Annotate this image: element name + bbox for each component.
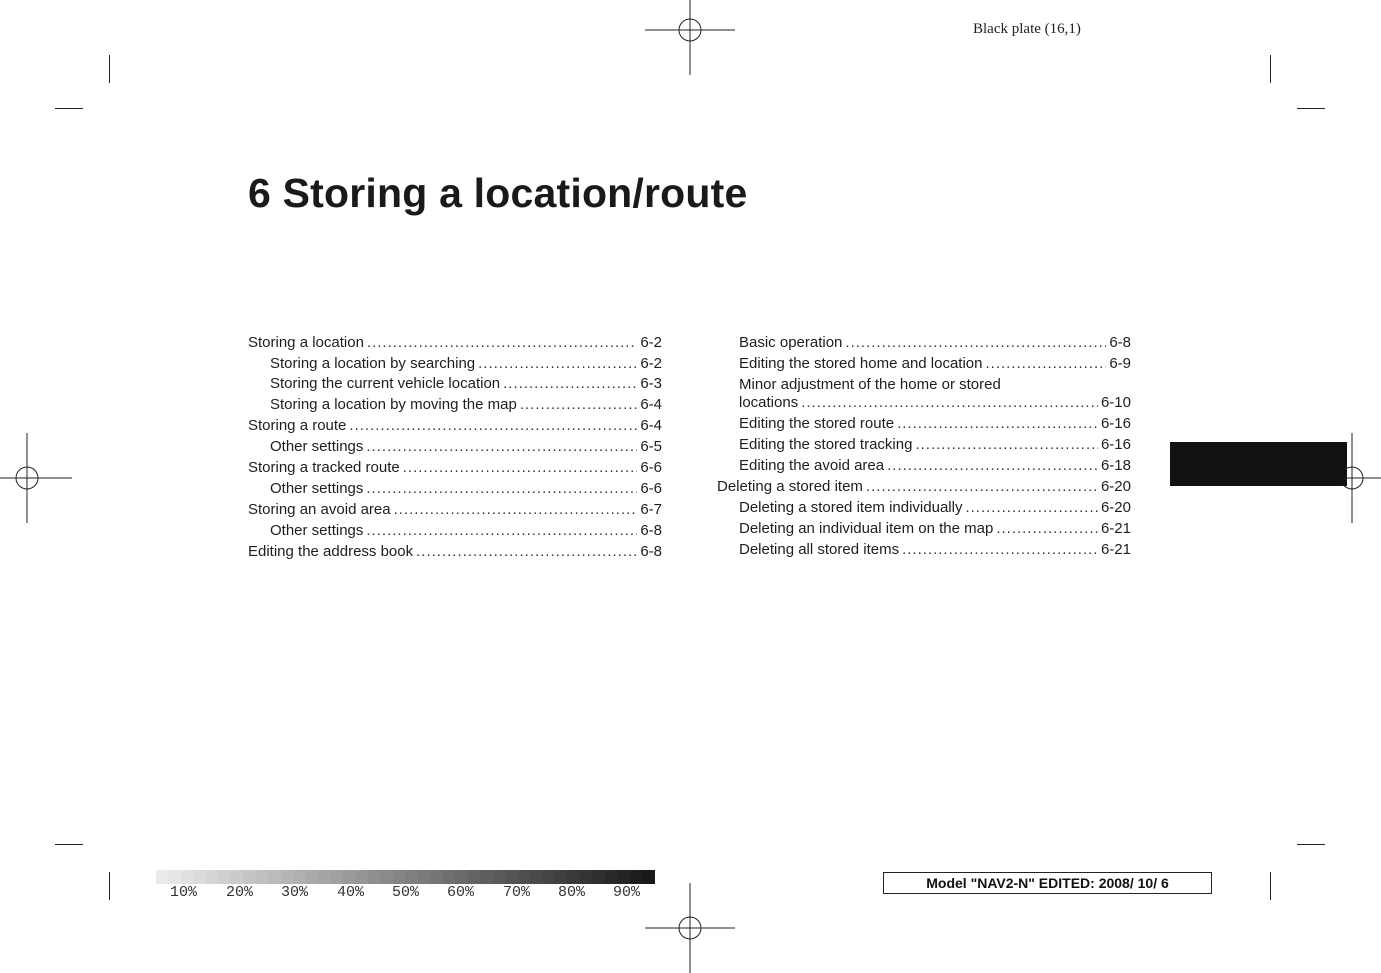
gray-scale-cell — [231, 870, 243, 884]
crop-mark — [1297, 844, 1325, 845]
gray-scale-cell — [543, 870, 555, 884]
toc-entry[interactable]: Editing the address book ..... 6-8 — [248, 542, 662, 562]
gray-scale-strip — [156, 870, 655, 884]
toc-entry[interactable]: Editing the stored route ..... 6-16 — [739, 414, 1131, 434]
toc-entry[interactable]: Editing the stored tracking ..... 6-16 — [739, 435, 1131, 455]
gray-scale-cell — [318, 870, 330, 884]
gray-scale-cell — [380, 870, 392, 884]
percent-label: 50% — [392, 884, 420, 901]
gray-scale-cell — [168, 870, 180, 884]
crop-mark — [109, 872, 110, 900]
percent-label: 40% — [337, 884, 365, 901]
plate-label: Black plate (16,1) — [973, 21, 1081, 37]
percent-label: 30% — [281, 884, 309, 901]
registration-mark-top — [645, 0, 735, 75]
gray-scale-cell — [505, 870, 517, 884]
gray-scale-cell — [293, 870, 305, 884]
percent-label: 70% — [503, 884, 531, 901]
percent-label: 80% — [558, 884, 586, 901]
toc-entry[interactable]: locations ..... 6-10 — [739, 393, 1131, 413]
gray-scale-cell — [181, 870, 193, 884]
toc-entry[interactable]: Storing the current vehicle location ..... 6-3 — [270, 374, 662, 394]
gray-scale-cell — [455, 870, 467, 884]
toc-right-column — [717, 333, 1131, 563]
crop-mark — [1270, 55, 1271, 83]
gray-scale-cell — [443, 870, 455, 884]
gray-scale-cell — [393, 870, 405, 884]
toc-entry[interactable]: Other settings ..... 6-8 — [270, 521, 662, 541]
gray-scale-cell — [630, 870, 642, 884]
percent-label: 20% — [226, 884, 254, 901]
model-edition-box: Model "NAV2-N" EDITED: 2008/ 10/ 6 — [883, 872, 1212, 894]
gray-scale-cell — [156, 870, 168, 884]
toc-entry[interactable]: Storing a route ..... 6-4 — [248, 416, 662, 436]
toc-entry[interactable]: Storing a tracked route ..... 6-6 — [248, 458, 662, 478]
gray-scale-cell — [356, 870, 368, 884]
gray-scale-cell — [468, 870, 480, 884]
percent-label: 10% — [170, 884, 198, 901]
toc-entry[interactable]: Storing a location by moving the map ..... 6-4 — [270, 395, 662, 415]
gray-scale-cell — [343, 870, 355, 884]
gray-scale-cell — [306, 870, 318, 884]
gray-scale-cell — [218, 870, 230, 884]
toc-entry[interactable]: Other settings ..... 6-6 — [270, 479, 662, 499]
crop-mark — [1297, 108, 1325, 109]
gray-scale-cell — [331, 870, 343, 884]
gray-scale-cell — [580, 870, 592, 884]
crop-mark — [109, 55, 110, 83]
toc-entry-wrapped-line[interactable]: Minor adjustment of the home or stored — [739, 376, 1001, 393]
gray-scale-cell — [418, 870, 430, 884]
toc-entry[interactable]: Deleting a stored item individually ..... 6-20 — [739, 498, 1131, 518]
gray-scale-cell — [256, 870, 268, 884]
toc-entry[interactable]: Deleting an individual item on the map ..... 6-21 — [739, 519, 1131, 539]
gray-scale-cell — [206, 870, 218, 884]
gray-scale-cell — [243, 870, 255, 884]
toc-entry[interactable]: Basic operation ..... 6-8 — [739, 333, 1131, 353]
percent-labels — [170, 884, 650, 902]
registration-mark-left — [0, 433, 72, 523]
gray-scale-cell — [480, 870, 492, 884]
chapter-index-tab — [1170, 442, 1347, 486]
gray-scale-cell — [592, 870, 604, 884]
toc-entry[interactable]: Deleting all stored items ..... 6-21 — [739, 540, 1131, 560]
gray-scale-cell — [193, 870, 205, 884]
toc-entry[interactable]: Other settings ..... 6-5 — [270, 437, 662, 457]
gray-scale-cell — [555, 870, 567, 884]
gray-scale-cell — [430, 870, 442, 884]
registration-mark-bottom — [645, 883, 735, 973]
crop-mark — [55, 108, 83, 109]
toc-entry[interactable]: Editing the stored home and location ..... 6-9 — [739, 354, 1131, 374]
gray-scale-cell — [518, 870, 530, 884]
gray-scale-cell — [530, 870, 542, 884]
toc-entry[interactable]: Editing the avoid area ..... 6-18 — [739, 456, 1131, 476]
toc-entry[interactable]: Storing a location ..... 6-2 — [248, 333, 662, 353]
crop-mark — [1270, 872, 1271, 900]
gray-scale-cell — [268, 870, 280, 884]
crop-mark — [55, 844, 83, 845]
toc-entry[interactable]: Storing an avoid area ..... 6-7 — [248, 500, 662, 520]
gray-scale-cell — [493, 870, 505, 884]
percent-label: 90% — [613, 884, 641, 901]
toc-entry[interactable]: Deleting a stored item ..... 6-20 — [717, 477, 1131, 497]
gray-scale-cell — [281, 870, 293, 884]
gray-scale-cell — [617, 870, 629, 884]
gray-scale-cell — [405, 870, 417, 884]
gray-scale-cell — [368, 870, 380, 884]
chapter-title: 6 Storing a location/route — [248, 170, 748, 216]
gray-scale-cell — [642, 870, 654, 884]
toc-entry[interactable]: Storing a location by searching ..... 6-2 — [270, 354, 662, 374]
gray-scale-cell — [605, 870, 617, 884]
gray-scale-cell — [567, 870, 579, 884]
percent-label: 60% — [447, 884, 475, 901]
toc-left-column — [248, 333, 662, 563]
